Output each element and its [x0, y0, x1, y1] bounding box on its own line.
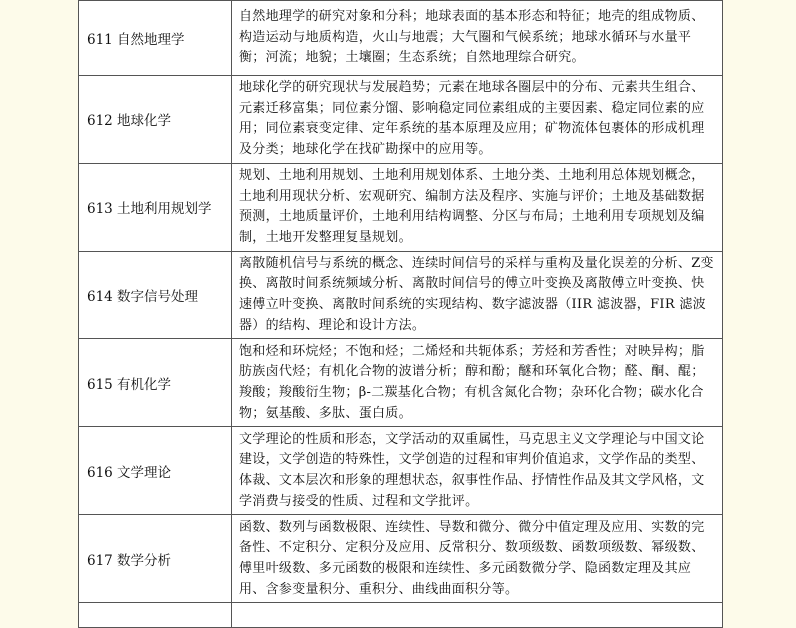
table-row [79, 76, 723, 164]
syllabus-table [78, 0, 723, 628]
subject-name: 617 数学分析 [79, 515, 232, 603]
table-row [79, 163, 723, 251]
subject-content: 离散随机信号与系统的概念、连续时间信号的采样与重构及量化误差的分析、Z变换、离散时间系统频域分析、离散时间信号的傅立叶变换及离散傅立叶变换、快速傅立叶变换、离散时间系统的实现结构、数字滤波器（IIR 滤波器，FIR 滤波器）的结构、理论和设计方法。 [232, 251, 723, 339]
table-row [79, 251, 723, 339]
subject-name: 616 文学理论 [79, 427, 232, 515]
subject-content: 文学理论的性质和形态，文学活动的双重属性，马克思主义文学理论与中国文论建设，文学创造的特殊性，文学创造的过程和审判价值追求，文学作品的类型、体裁、文本层次和形象的理想状态，叙事性作品、抒情性作品及其文学风格，文学消费与接受的性质、过程和文学批评。 [232, 427, 723, 515]
table-row [79, 427, 723, 515]
table-row [79, 515, 723, 603]
subject-name: 613 土地利用规划学 [79, 163, 232, 251]
subject-content: 饱和烃和环烷烃；不饱和烃；二烯烃和共轭体系；芳烃和芳香性；对映异构；脂肪族卤代烃；有机化合物的波谱分析；醇和酚；醚和环氧化合物；醛、酮、醌；羧酸；羧酸衍生物；β-二羰基化合物；有机含氮化合物；杂环化合物；碳水化合物；氨基酸、多肽、蛋白质。 [232, 339, 723, 427]
subject-content: 规划、土地利用规划、土地利用规划体系、土地分类、土地利用总体规划概念，土地利用现状分析、宏观研究、编制方法及程序、实施与评价；土地及基础数据预测，土地质量评价，土地利用结构调整、分区与布局；土地利用专项规划及编制，土地开发整理复垦规划。 [232, 163, 723, 251]
subject-name: 611 自然地理学 [79, 1, 232, 76]
subject-name: 615 有机化学 [79, 339, 232, 427]
subject-content-empty [232, 603, 723, 628]
table-row [79, 339, 723, 427]
table-row [79, 603, 723, 628]
table-row [79, 1, 723, 76]
subject-name: 614 数字信号处理 [79, 251, 232, 339]
subject-name: 612 地球化学 [79, 76, 232, 164]
subject-content: 自然地理学的研究对象和分科；地球表面的基本形态和特征；地壳的组成物质、构造运动与地质构造，火山与地震；大气圈和气候系统；地球水循环与水量平衡；河流；地貌；土壤圈；生态系统；自然地理综合研究。 [232, 1, 723, 76]
subject-content: 函数、数列与函数极限、连续性、导数和微分、微分中值定理及应用、实数的完备性、不定积分、定积分及应用、反常积分、数项级数、函数项级数、幂级数、傅里叶级数、多元函数的极限和连续性、多元函数微分学、隐函数定理及其应用、含参变量积分、重积分、曲线曲面积分等。 [232, 515, 723, 603]
subject-content: 地球化学的研究现状与发展趋势；元素在地球各圈层中的分布、元素共生组合、元素迁移富集；同位素分馏、影响稳定同位素组成的主要因素、稳定同位素的应用；同位素衰变定律、定年系统的基本原理及应用；矿物流体包裹体的形成机理及分类；地球化学在找矿勘探中的应用等。 [232, 76, 723, 164]
subject-name-empty [79, 603, 232, 628]
